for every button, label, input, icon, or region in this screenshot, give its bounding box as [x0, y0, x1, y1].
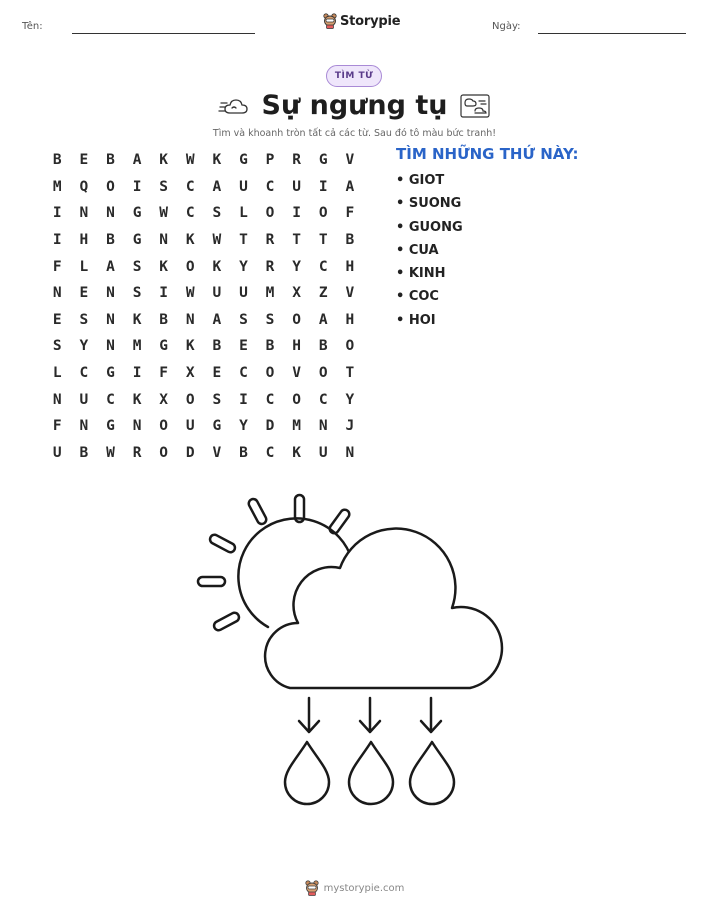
- grid-cell[interactable]: Q: [79, 178, 89, 195]
- condensation-illustration[interactable]: [190, 490, 520, 810]
- grid-cell[interactable]: I: [132, 365, 142, 382]
- date-label: Ngày:: [492, 21, 521, 32]
- grid-cell[interactable]: O: [185, 391, 195, 408]
- grid-cell[interactable]: C: [318, 258, 328, 275]
- grid-cell[interactable]: N: [185, 311, 195, 328]
- grid-cell[interactable]: I: [52, 232, 62, 249]
- grid-cell[interactable]: O: [318, 205, 328, 222]
- grid-cell[interactable]: M: [132, 338, 142, 355]
- grid-cell[interactable]: R: [265, 258, 275, 275]
- grid-cell[interactable]: B: [106, 232, 115, 249]
- grid-cell[interactable]: V: [292, 365, 301, 382]
- grid-cell[interactable]: L: [79, 258, 89, 275]
- name-label: Tên:: [22, 21, 43, 32]
- grid-cell[interactable]: U: [185, 418, 195, 435]
- grid-cell[interactable]: A: [106, 258, 115, 275]
- steam-cloud-icon: [218, 93, 250, 119]
- grid-cell[interactable]: K: [185, 338, 195, 355]
- grid-cell[interactable]: O: [159, 444, 169, 461]
- grid-cell[interactable]: H: [79, 232, 89, 249]
- grid-cell[interactable]: R: [132, 444, 142, 461]
- grid-cell[interactable]: D: [185, 444, 195, 461]
- grid-cell[interactable]: O: [292, 391, 301, 408]
- grid-cell[interactable]: Y: [239, 258, 248, 275]
- cloud: [265, 529, 502, 688]
- grid-cell[interactable]: C: [79, 365, 89, 382]
- word-list: [396, 170, 463, 333]
- grid-cell[interactable]: T: [345, 365, 355, 382]
- grid-cell[interactable]: O: [159, 418, 169, 435]
- grid-cell[interactable]: G: [106, 418, 115, 435]
- grid-cell[interactable]: S: [79, 311, 89, 328]
- word-search-grid[interactable]: [44, 147, 363, 466]
- grid-cell[interactable]: A: [132, 152, 142, 169]
- grid-cell[interactable]: E: [212, 365, 222, 382]
- grid-cell[interactable]: F: [159, 365, 169, 382]
- grid-cell[interactable]: B: [106, 152, 115, 169]
- grid-cell[interactable]: K: [212, 258, 222, 275]
- grid-cell[interactable]: T: [318, 232, 328, 249]
- grid-cell[interactable]: S: [212, 205, 222, 222]
- grid-cell[interactable]: U: [212, 285, 222, 302]
- grid-cell[interactable]: S: [265, 311, 275, 328]
- grid-cell[interactable]: O: [292, 311, 301, 328]
- grid-cell[interactable]: Y: [79, 338, 89, 355]
- brand-name: Storypie: [340, 13, 401, 29]
- word-item: • CUA: [396, 242, 439, 258]
- grid-cell[interactable]: K: [185, 232, 195, 249]
- grid-cell[interactable]: S: [132, 258, 142, 275]
- word-item: • KINH: [396, 266, 446, 282]
- grid-cell[interactable]: N: [106, 285, 115, 302]
- name-line[interactable]: [72, 33, 255, 34]
- grid-cell[interactable]: O: [265, 365, 275, 382]
- grid-cell[interactable]: K: [292, 444, 301, 461]
- word-item: • GUONG: [396, 219, 463, 235]
- grid-cell[interactable]: C: [185, 178, 195, 195]
- water-drops: [285, 742, 454, 804]
- rain-arrows: [299, 698, 441, 732]
- grid-cell[interactable]: G: [159, 338, 169, 355]
- grid-cell[interactable]: G: [318, 152, 328, 169]
- grid-cell[interactable]: G: [106, 365, 115, 382]
- grid-cell[interactable]: P: [265, 152, 275, 169]
- grid-cell[interactable]: M: [52, 178, 62, 195]
- word-item: • COC: [396, 289, 439, 305]
- grid-cell[interactable]: Y: [239, 418, 248, 435]
- grid-cell[interactable]: V: [212, 444, 222, 461]
- grid-cell[interactable]: N: [106, 311, 115, 328]
- grid-cell[interactable]: B: [318, 338, 328, 355]
- grid-cell[interactable]: U: [318, 444, 328, 461]
- grid-cell[interactable]: W: [185, 152, 195, 169]
- grid-cell[interactable]: I: [52, 205, 62, 222]
- grid-cell[interactable]: B: [345, 232, 355, 249]
- footer-url[interactable]: mystorypie.com: [323, 882, 405, 894]
- grid-cell[interactable]: S: [52, 338, 62, 355]
- grid-cell[interactable]: D: [265, 418, 275, 435]
- grid-cell[interactable]: A: [212, 178, 222, 195]
- grid-cell[interactable]: G: [132, 205, 142, 222]
- grid-cell[interactable]: A: [345, 178, 355, 195]
- grid-cell[interactable]: T: [292, 232, 301, 249]
- grid-cell[interactable]: U: [79, 391, 89, 408]
- grid-cell[interactable]: W: [106, 444, 115, 461]
- grid-cell[interactable]: W: [185, 285, 195, 302]
- grid-cell[interactable]: A: [318, 311, 328, 328]
- grid-cell[interactable]: N: [106, 338, 115, 355]
- brand-logo: [323, 13, 400, 29]
- grid-cell[interactable]: C: [185, 205, 195, 222]
- grid-cell[interactable]: U: [239, 178, 248, 195]
- grid-cell[interactable]: V: [345, 285, 355, 302]
- grid-cell[interactable]: V: [345, 152, 355, 169]
- grid-cell[interactable]: Y: [345, 391, 355, 408]
- instructions: Tìm và khoanh tròn tất cả các từ. Sau đó tô màu bức tranh!: [212, 128, 497, 139]
- grid-cell[interactable]: L: [52, 365, 62, 382]
- grid-cell[interactable]: J: [345, 418, 355, 435]
- grid-cell[interactable]: Y: [292, 258, 301, 275]
- grid-cell[interactable]: S: [159, 178, 169, 195]
- grid-cell[interactable]: N: [79, 205, 89, 222]
- grid-cell[interactable]: G: [239, 152, 248, 169]
- grid-cell[interactable]: E: [52, 311, 62, 328]
- grid-cell[interactable]: N: [132, 418, 142, 435]
- grid-cell[interactable]: C: [239, 365, 248, 382]
- find-heading: TÌM NHỮNG THỨ NÀY:: [396, 145, 579, 163]
- grid-cell[interactable]: I: [318, 178, 328, 195]
- grid-cell[interactable]: E: [239, 338, 248, 355]
- word-item: • HOI: [396, 312, 436, 328]
- title-row: [0, 90, 709, 121]
- grid-cell[interactable]: K: [132, 391, 142, 408]
- grid-cell[interactable]: I: [292, 205, 301, 222]
- grid-cell[interactable]: B: [79, 444, 89, 461]
- grid-cell[interactable]: N: [159, 232, 169, 249]
- grid-cell[interactable]: H: [345, 258, 355, 275]
- grid-cell[interactable]: O: [318, 365, 328, 382]
- grid-cell[interactable]: B: [52, 152, 62, 169]
- activity-badge: TÌM TỪ: [326, 65, 382, 87]
- grid-cell[interactable]: O: [185, 258, 195, 275]
- grid-cell[interactable]: G: [212, 418, 222, 435]
- weather-sketch-icon: [459, 93, 491, 119]
- grid-cell[interactable]: O: [265, 205, 275, 222]
- grid-cell[interactable]: N: [345, 444, 355, 461]
- grid-cell[interactable]: B: [159, 311, 169, 328]
- grid-cell[interactable]: N: [318, 418, 328, 435]
- grid-cell[interactable]: S: [212, 391, 222, 408]
- grid-cell[interactable]: F: [52, 418, 62, 435]
- grid-cell[interactable]: F: [52, 258, 62, 275]
- grid-cell[interactable]: E: [79, 285, 89, 302]
- grid-cell[interactable]: A: [212, 311, 222, 328]
- grid-cell[interactable]: X: [292, 285, 301, 302]
- grid-cell[interactable]: T: [239, 232, 248, 249]
- grid-cell[interactable]: U: [52, 444, 62, 461]
- grid-cell[interactable]: W: [212, 232, 222, 249]
- grid-cell[interactable]: B: [239, 444, 248, 461]
- grid-cell[interactable]: B: [212, 338, 222, 355]
- grid-cell[interactable]: X: [159, 391, 169, 408]
- storypie-mascot-icon: [305, 880, 319, 896]
- grid-cell[interactable]: L: [239, 205, 248, 222]
- grid-cell[interactable]: Z: [318, 285, 328, 302]
- grid-cell[interactable]: E: [79, 152, 89, 169]
- page-title: Sự ngưng tụ: [261, 90, 448, 121]
- grid-cell[interactable]: R: [265, 232, 275, 249]
- storypie-mascot-icon: [323, 13, 337, 29]
- grid-cell[interactable]: O: [106, 178, 115, 195]
- word-item: • SUONG: [396, 196, 462, 212]
- grid-cell[interactable]: C: [265, 178, 275, 195]
- grid-cell[interactable]: M: [265, 285, 275, 302]
- grid-cell[interactable]: O: [345, 338, 355, 355]
- grid-cell[interactable]: R: [292, 152, 301, 169]
- grid-cell[interactable]: C: [265, 391, 275, 408]
- grid-cell[interactable]: C: [318, 391, 328, 408]
- grid-cell[interactable]: M: [292, 418, 301, 435]
- grid-cell[interactable]: W: [159, 205, 169, 222]
- grid-cell[interactable]: C: [265, 444, 275, 461]
- grid-cell[interactable]: S: [132, 285, 142, 302]
- grid-cell[interactable]: K: [159, 258, 169, 275]
- grid-cell[interactable]: H: [292, 338, 301, 355]
- grid-cell[interactable]: N: [79, 418, 89, 435]
- grid-cell[interactable]: G: [132, 232, 142, 249]
- grid-cell[interactable]: I: [132, 178, 142, 195]
- grid-cell[interactable]: U: [292, 178, 301, 195]
- grid-cell[interactable]: K: [212, 152, 222, 169]
- grid-cell[interactable]: N: [52, 391, 62, 408]
- grid-cell[interactable]: H: [345, 311, 355, 328]
- grid-cell[interactable]: C: [106, 391, 115, 408]
- grid-cell[interactable]: N: [52, 285, 62, 302]
- date-line[interactable]: [538, 33, 686, 34]
- grid-cell[interactable]: I: [159, 285, 169, 302]
- grid-cell[interactable]: N: [106, 205, 115, 222]
- grid-cell[interactable]: B: [265, 338, 275, 355]
- grid-cell[interactable]: X: [185, 365, 195, 382]
- grid-cell[interactable]: K: [132, 311, 142, 328]
- grid-cell[interactable]: I: [239, 391, 248, 408]
- word-item: • GIOT: [396, 173, 445, 188]
- grid-cell[interactable]: U: [239, 285, 248, 302]
- footer: [0, 880, 709, 896]
- grid-cell[interactable]: S: [239, 311, 248, 328]
- grid-cell[interactable]: F: [345, 205, 355, 222]
- grid-cell[interactable]: K: [159, 152, 169, 169]
